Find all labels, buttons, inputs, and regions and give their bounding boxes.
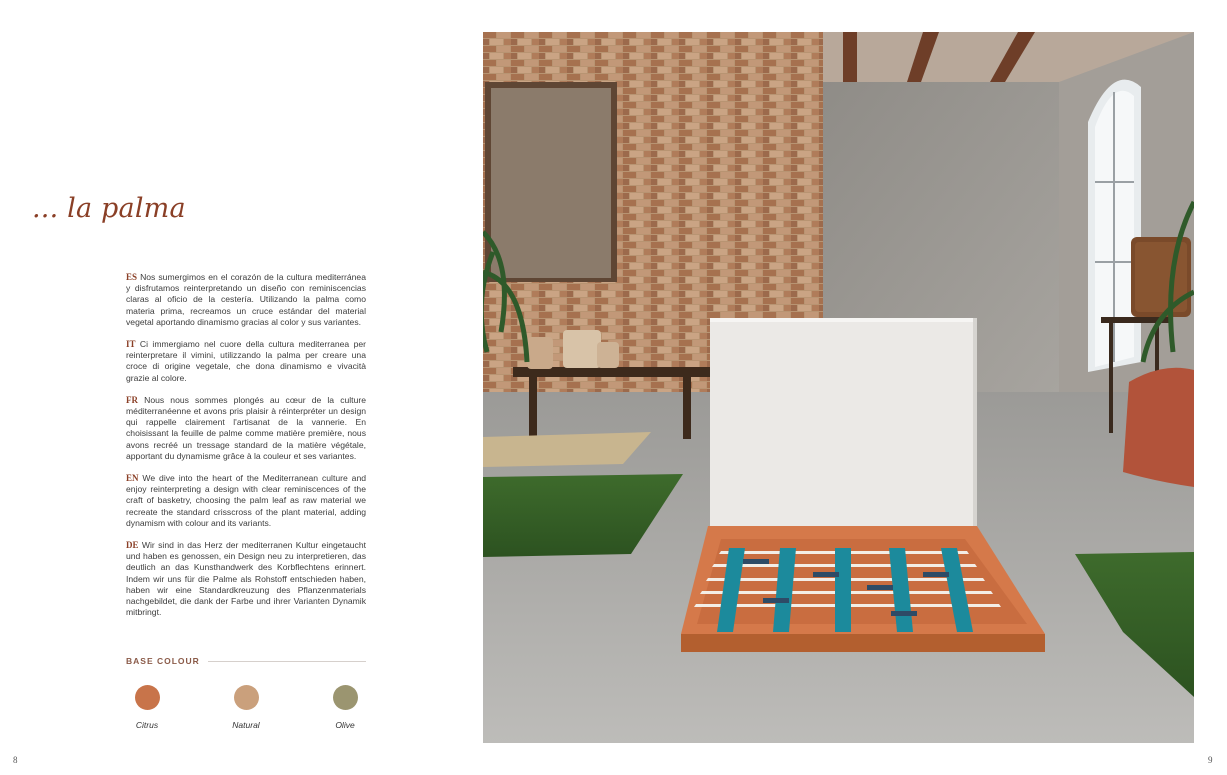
swatch-label-natural: Natural [232, 720, 260, 730]
lang-code: EN [126, 473, 139, 484]
page-number-right: 9 [1208, 755, 1213, 765]
paragraph-text: Wir sind in das Herz der mediterranen Kultur eingetaucht und haben es genossen, ein Design neu zu interpretieren, das deutlich an das Kunsthandwerk des Korbflechtens erinnert. Indem wir uns für die Palme als Rohstoff entschieden haben, haben wir eine Standardkreuzung des Pflanzenmaterials nachgebildet, die dank der Farbe und ihrer Varianten Dynamik mitbringt. [126, 540, 366, 618]
product-photo [483, 32, 1194, 743]
swatch-label-olive: Olive [335, 720, 355, 730]
swatch-label-citrus: Citrus [135, 720, 159, 730]
lang-code: DE [126, 540, 139, 551]
paragraph-text: We dive into the heart of the Mediterranean culture and enjoy reinterpreting a design with clear reminiscences of the craft of basketry, choosing the palm leaf as raw material we recreate the standard crisscross of the plant material, adding dynamism with colour and its variants. [126, 473, 367, 528]
paragraph-de [126, 540, 366, 618]
swatch-olive [333, 685, 358, 710]
left-page [0, 0, 470, 775]
paragraph-text: Nos sumergimos en el corazón de la cultura mediterránea y disfrutamos reinterpretando un diseño con reminiscencias claras al oficio de la cestería. Utilizando la palma como materia prima, recreamos un cruce estándar del material vegetal aportando dinamismo gracias al color y sus variantes. [126, 272, 366, 327]
paragraph-en [126, 473, 366, 529]
paragraph-text: Nous nous sommes plongés au cœur de la culture méditerranéenne et avons pris plaisir à réinterpréter un design qui rappelle clairement l'artisanat de la vannerie. En choisissant la feuille de palme comme matière première, nous avons recréé un tressage standard de la matière végétale, apportant du dynamisme grâce à la couleur et ses variantes. [126, 394, 366, 461]
page-number-left: 8 [13, 755, 18, 765]
swatch-natural [234, 685, 259, 710]
divider [208, 661, 366, 662]
paragraph-es [126, 272, 366, 328]
base-colour-header [126, 656, 366, 666]
base-colour-label: BASE COLOUR [126, 656, 200, 666]
lang-code: ES [126, 272, 138, 282]
lang-code: IT [126, 339, 136, 350]
lang-code: FR [126, 394, 138, 405]
page-title: ... la palma [32, 193, 186, 224]
swatch-citrus [135, 685, 160, 710]
paragraph-text: Ci immergiamo nel cuore della cultura mediterranea per reinterpretare il vimini, utilizzando la palma per creare una croce di origine vegetale, che dona dinamismo e vivacità grazie al colore. [126, 339, 366, 383]
shower-tray-scene-image [483, 32, 1194, 743]
paragraph-fr [126, 395, 366, 462]
paragraph-it [126, 339, 366, 384]
multilingual-description [126, 272, 366, 629]
